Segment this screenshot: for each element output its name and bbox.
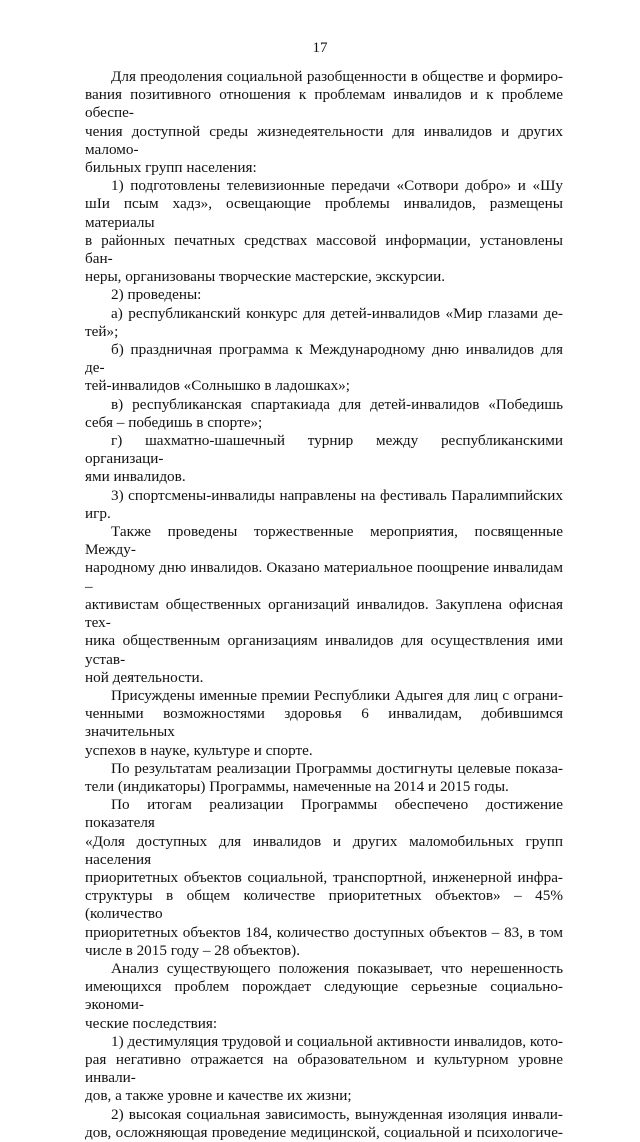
- text-line: приоритетных объектов социальной, транспортной, инженерной инфра-: [85, 868, 563, 886]
- text-line: числе в 2015 году – 28 объектов).: [85, 941, 301, 959]
- page-number: 17: [312, 40, 328, 56]
- text-line: рая негативно отражается на образовательном и культурном уровне инвали-: [85, 1050, 563, 1087]
- text-line: ника общественным организациям инвалидов для осуществления ими устав-: [85, 632, 563, 668]
- document-body: [85, 68, 563, 1142]
- text-line: 1) подготовлены телевизионные передачи «Сотвори добро» и «Шу: [111, 177, 563, 195]
- text-line: тей»;: [85, 322, 119, 340]
- text-line: Также проведены торжественные мероприятия, посвященные Между-: [85, 523, 563, 559]
- text-line: ной деятельности.: [85, 668, 204, 686]
- text-line: приоритетных объектов 184, количество доступных объектов – 83, в том: [85, 923, 563, 941]
- text-line: 3) спортсмены-инвалиды направлены на фестиваль Паралимпийских: [111, 486, 563, 504]
- text-line: По итогам реализации Программы обеспечено достижение показателя: [85, 796, 563, 832]
- text-line: а) республиканский конкурс для детей-инвалидов «Мир глазами де-: [111, 304, 563, 322]
- text-line: ями инвалидов.: [85, 468, 186, 486]
- text-line: в районных печатных средствах массовой информации, установлены бан-: [85, 231, 563, 268]
- text-line: шIи псым хадз», освещающие проблемы инвалидов, размещены материалы: [85, 195, 563, 231]
- text-line: бильных групп населения:: [85, 159, 257, 177]
- text-line: 2) высокая социальная зависимость, вынужденная изоляция инвали-: [111, 1105, 563, 1123]
- text-line: 1) дестимуляция трудовой и социальной активности инвалидов, кото-: [111, 1032, 563, 1050]
- text-line: б) праздничная программа к Международному дню инвалидов для де-: [85, 341, 563, 377]
- text-line: г) шахматно-шашечный турнир между республиканскими организаци-: [85, 432, 563, 468]
- text-line: активистам общественных организаций инвалидов. Закуплена офисная тех-: [85, 595, 563, 632]
- text-line: успехов в науке, культуре и спорте.: [85, 741, 313, 759]
- text-line: имеющихся проблем порождает следующие серьезные социально-экономи-: [85, 978, 563, 1014]
- text-line: 2) проведены:: [111, 286, 202, 304]
- text-line: Для преодоления социальной разобщенности в обществе и формиро-: [111, 68, 563, 85]
- text-line: народному дню инвалидов. Оказано материальное поощрение инвалидам –: [85, 559, 563, 595]
- text-line: вания позитивного отношения к проблемам инвалидов и к проблеме обеспе-: [85, 86, 563, 122]
- text-line: игр.: [85, 504, 111, 522]
- text-line: тей-инвалидов «Солнышко в ладошках»;: [85, 377, 350, 395]
- text-line: По результатам реализации Программы достигнуты целевые показа-: [111, 759, 563, 777]
- text-line: ченными возможностями здоровья 6 инвалидам, добившимся значительных: [85, 705, 563, 741]
- text-line: дов, а также уровне и качестве их жизни;: [85, 1087, 352, 1105]
- text-line: дов, осложняющая проведение медицинской, социальной и психологиче-: [85, 1123, 563, 1141]
- text-line: в) республиканская спартакиада для детей-инвалидов «Победишь: [111, 395, 563, 413]
- text-line: чения доступной среды жизнедеятельности для инвалидов и других маломо-: [85, 122, 563, 158]
- text-line: себя – победишь в спорте»;: [85, 413, 263, 431]
- text-line: неры, организованы творческие мастерские, экскурсии.: [85, 268, 446, 286]
- text-line: тели (индикаторы) Программы, намеченные на 2014 и 2015 годы.: [85, 777, 509, 795]
- text-line: ческие последствия:: [85, 1014, 218, 1032]
- text-line: Анализ существующего положения показывает, что нерешенность: [111, 959, 563, 977]
- text-line: структуры в общем количестве приоритетных объектов» – 45% (количество: [85, 887, 563, 923]
- text-line: «Доля доступных для инвалидов и других маломобильных групп населения: [85, 832, 563, 868]
- text-line: Присуждены именные премии Республики Адыгея для лиц с ограни-: [111, 686, 563, 704]
